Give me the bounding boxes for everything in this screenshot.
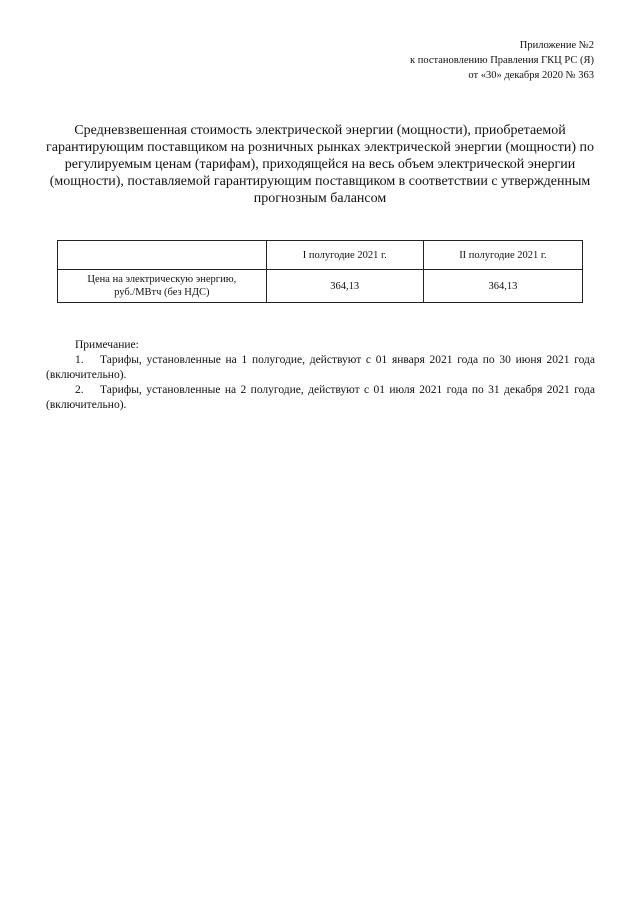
- tariff-table: [57, 240, 583, 303]
- appendix-header: [410, 38, 594, 83]
- header-cell-empty: [58, 241, 267, 270]
- row-label-line2: руб./МВтч (без НДС): [114, 287, 210, 298]
- row-label-cell: [58, 270, 267, 303]
- header-cell-second-half: II полугодие 2021 г.: [423, 241, 582, 270]
- note-item: [46, 353, 595, 383]
- notes-title: Примечание:: [75, 339, 139, 351]
- note-text: Тарифы, установленные на 2 полугодие, действуют с 01 июля 2021 года по 31 декабря 2021 года (включительно).: [46, 384, 595, 411]
- table-header-row: [58, 241, 583, 270]
- table-row: [58, 270, 583, 303]
- document-title: Средневзвешенная стоимость электрической энергии (мощности), приобретаемой гарантирующим поставщиком на розничных рынках электрической энергии (мощности) по регулируемым ценам (тарифам), приходящейся на весь объем электрической энергии (мощности), поставляемой гарантирующим поставщиком в соответствии с утвержденным прогнозным балансом: [46, 123, 594, 206]
- resolution-reference: к постановлению Правления ГКЦ РС (Я): [410, 55, 594, 66]
- price-first-half: 364,13: [266, 270, 423, 303]
- resolution-date: от «30» декабря 2020 № 363: [468, 70, 594, 81]
- note-number: 1.: [75, 354, 84, 366]
- note-item: [46, 383, 595, 413]
- appendix-number: Приложение №2: [519, 40, 594, 51]
- note-text: Тарифы, установленные на 1 полугодие, действуют с 01 января 2021 года по 30 июня 2021 года (включительно).: [46, 354, 595, 381]
- notes-section: [46, 338, 595, 413]
- header-cell-first-half: I полугодие 2021 г.: [266, 241, 423, 270]
- row-label-line1: Цена на электрическую энергию,: [87, 274, 237, 285]
- price-second-half: 364,13: [423, 270, 582, 303]
- note-number: 2.: [75, 384, 84, 396]
